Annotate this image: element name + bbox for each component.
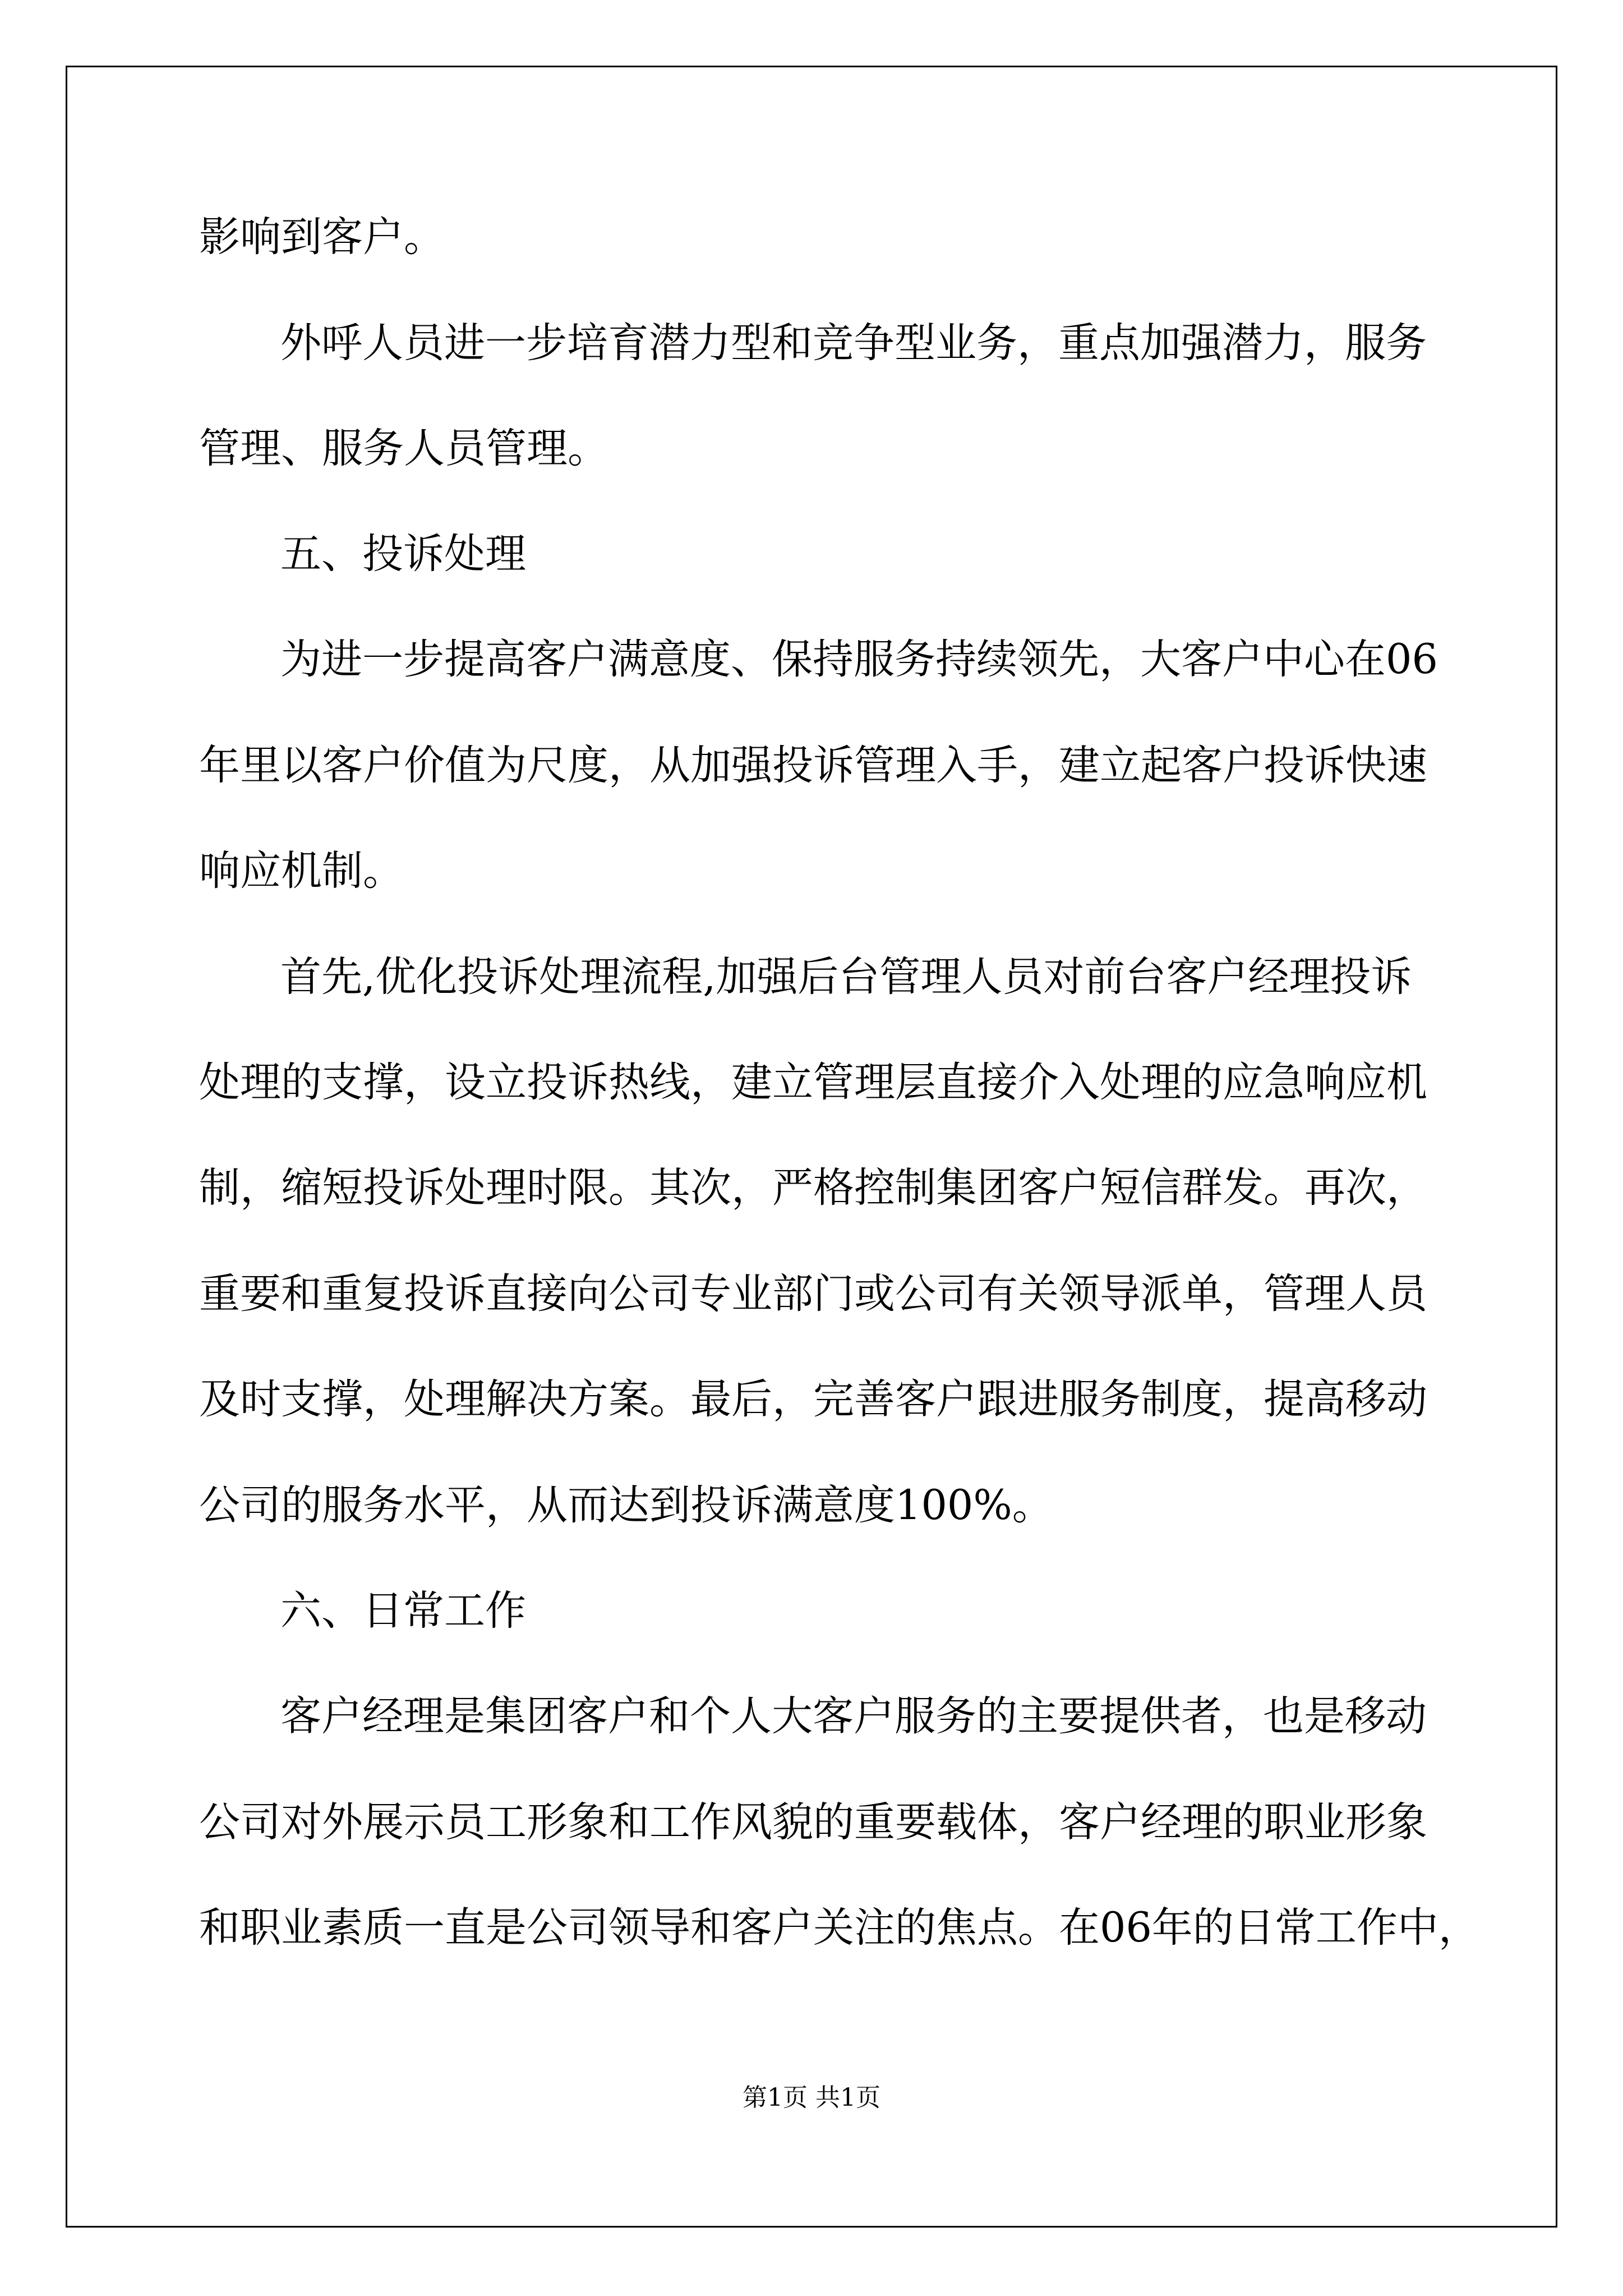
text-line: 外呼人员进一步培育潜力型和竞争型业务，重点加强潜力，服务: [280, 319, 1427, 367]
text-line: 重要和重复投诉直接向公司专业部门或公司有关领导派单，管理人员: [199, 1270, 1427, 1318]
text-line: 公司对外展示员工形象和工作风貌的重要载体，客户经理的职业形象: [199, 1798, 1427, 1846]
text-line: 影响到客户。: [199, 213, 445, 261]
section-heading: 五、投诉处理: [280, 530, 526, 578]
text-line: 制，缩短投诉处理时限。其次，严格控制集团客户短信群发。再次，: [199, 1164, 1427, 1212]
text-line: 响应机制。: [199, 847, 404, 895]
text-line: 为进一步提高客户满意度、保持服务持续领先，大客户中心在06: [280, 636, 1438, 683]
text-line: 处理的支撑，设立投诉热线，建立管理层直接介入处理的应急响应机: [199, 1059, 1427, 1106]
text-line: 首先,优化投诉处理流程,加强后台管理人员对前台客户经理投诉: [280, 953, 1412, 1001]
text-line: 客户经理是集团客户和个人大客户服务的主要提供者，也是移动: [280, 1692, 1427, 1740]
page-footer: 第1页 共1页: [743, 2083, 880, 2112]
text-line: 公司的服务水平，从而达到投诉满意度100%。: [199, 1481, 1053, 1529]
text-line: 管理、服务人员管理。: [199, 425, 608, 472]
text-line: 和职业素质一直是公司领导和客户关注的焦点。在06年的日常工作中，: [199, 1904, 1479, 1952]
text-line: 及时支撑，处理解决方案。最后，完善客户跟进服务制度，提高移动: [199, 1375, 1427, 1423]
section-heading: 六、日常工作: [280, 1587, 526, 1635]
text-line: 年里以客户价值为尺度，从加强投诉管理入手，建立起客户投诉快速: [199, 742, 1427, 789]
